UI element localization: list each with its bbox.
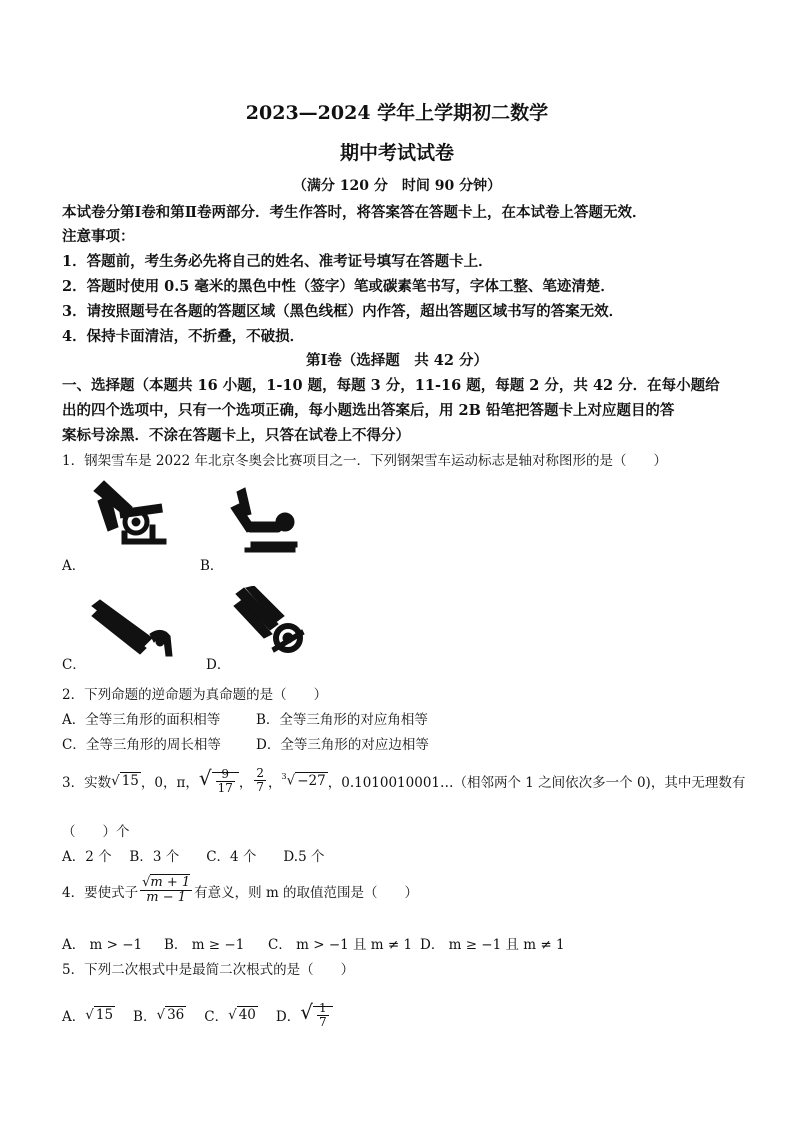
question-1-option-c-label: C． [62, 657, 86, 673]
exam-subtitle: 期中考试试卷 [339, 142, 454, 164]
exam-info: （满分 120 分 时间 90 分钟） [292, 178, 502, 194]
question-3-options: A．2 个 B．3 个 C．4 个 D.5 个 [62, 849, 325, 865]
expression-fraction: $\frac{√m + 1}{m - 1}$ [142, 875, 191, 906]
cube-root-neg-27: $^3$√ −27 [281, 772, 326, 789]
sqrt-15-option: √ 15 [85, 1006, 114, 1023]
question-3-tail: ，0.1010010001…（相邻两个 1 之间依次多一个 0)，其中无理数有 [327, 774, 746, 791]
question-4-option-c: C． m > −1 且 m ≠ 1 [268, 937, 413, 953]
question-2-option-c: C．全等三角形的周长相等 [62, 737, 221, 753]
question-4-stem [62, 876, 418, 906]
question-5-stem: 5．下列二次根式中是最简二次根式的是（ ） [62, 962, 355, 978]
section-instructions-line1: 一、选择题（本题共 16 小题，1-10 题，每题 3 分，11-16 题，每题 2 分，共 42 分．在每小题给 [62, 377, 720, 394]
question-3-mid: ，0，π， [140, 774, 199, 791]
skeleton-sled-figure-b [225, 486, 300, 556]
skeleton-sled-figure-d [232, 586, 306, 660]
question-2-option-d: D．全等三角形的对应边相等 [256, 737, 429, 753]
notes-heading: 注意事项： [62, 228, 135, 245]
question-1-stem: 1．钢架雪车是 2022 年北京冬奥会比赛项目之一．下列钢架雪车运动标志是轴对称图形的是（ ） [62, 453, 668, 469]
note-item-4: 4．保持卡面清洁，不折叠，不破损． [62, 328, 305, 345]
note-item-2: 2．答题时使用 0.5 毫米的黑色中性（签字）笔或碳素笔书写，字体工整、笔迹清楚． [62, 278, 615, 295]
skeleton-sled-figure-c [90, 598, 180, 660]
question-1-option-b-label: B． [200, 558, 224, 574]
question-4-option-a: A． m > −1 [62, 937, 143, 953]
question-1-option-d-label: D． [206, 657, 231, 673]
section-instructions-line3: 案标号涂黑．不涂在答题卡上，只答在试卷上不得分） [62, 427, 410, 444]
exam-title: 2023—2024 学年上学期初二数学 [245, 102, 549, 124]
question-2-stem: 2．下列命题的逆命题为真命题的是（ ） [62, 687, 328, 703]
sqrt-36-option: √ 36 [156, 1006, 185, 1023]
note-item-3: 3．请按照题号在各题的答题区域（黑色线框）内作答，超出答题区域书写的答案无效． [62, 303, 624, 320]
sqrt-40-option: √ 40 [228, 1006, 256, 1023]
question-5-options: A． √ 15 B． √ 36 C． √ 40 D． √ $\frac{1}{7}$ [62, 1000, 333, 1029]
question-3-prefix: 3．实数 [62, 774, 112, 791]
note-item-1: 1．答题前，考生务必先将自己的姓名、准考证号填写在答题卡上． [62, 253, 493, 270]
skeleton-sled-figure-a [88, 477, 170, 555]
sqrt-fraction-9-17: √ $\frac{9}{17}$ [199, 766, 239, 795]
question-4-prefix: 4．要使式子 [62, 884, 139, 901]
question-3-stem: 3．实数 √ 15 ，0，π， √ $\frac{9}{17}$ ， $\frac{2}{7}$ ， $^3$√ −27 ，0.1010010001…（相邻两个 1 之间依次多一个 0)，其中无理数有 [62, 765, 746, 795]
question-4-option-d: D． m ≥ −1 且 m ≠ 1 [420, 937, 565, 953]
question-2-option-a: A．全等三角形的面积相等 [62, 712, 221, 728]
sqrt-1-over-7-option: √ $\frac{1}{7}$ [300, 1000, 332, 1029]
question-1-option-a-label: A． [62, 558, 86, 574]
question-2-option-b: B．全等三角形的对应角相等 [256, 712, 428, 728]
section-title: 第Ⅰ卷（选择题 共 42 分） [305, 352, 489, 369]
question-3-blank: （ ）个 [62, 824, 130, 840]
question-4-suffix: 有意义，则 m 的取值范围是（ ） [194, 884, 419, 901]
section-instructions-line2: 出的四个选项中，只有一个选项正确，每小题选出答案后，用 2B 铅笔把答题卡上对应题目的答 [62, 402, 675, 419]
fraction-2-7: $\frac{2}{7}$ [256, 765, 265, 795]
sqrt-15: √ 15 [111, 772, 139, 789]
intro-text: 本试卷分第Ⅰ卷和第Ⅱ卷两部分．考生作答时，将答案答在答题卡上，在本试卷上答题无效． [62, 204, 647, 221]
question-4-option-b: B． m ≥ −1 [164, 937, 245, 953]
